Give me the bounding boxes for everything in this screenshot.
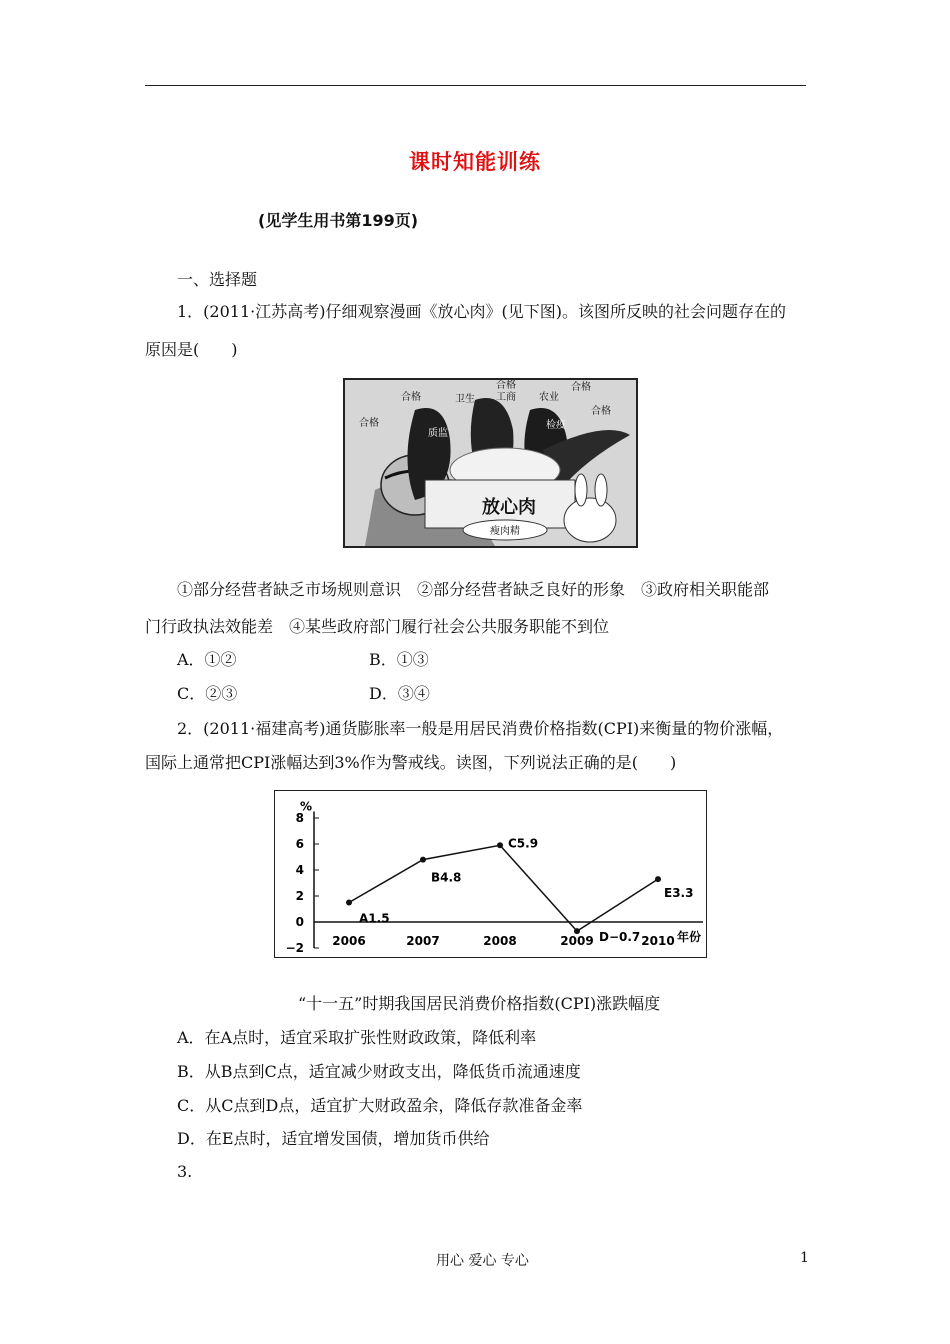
q1-statements-line2: 门行政执法效能差 ④某些政府部门履行社会公共服务职能不到位 — [145, 617, 610, 636]
cartoon-label: 合格 — [591, 406, 611, 417]
q1-stem-line2: 原因是( ) — [145, 340, 238, 359]
header-rule — [145, 85, 806, 86]
x-tick-label: 2007 — [406, 934, 440, 948]
cartoon-label: 工商 — [496, 392, 516, 403]
cartoon-label: 质监 — [428, 428, 448, 439]
cartoon-image — [343, 378, 638, 548]
y-tick-label: 6 — [295, 837, 304, 851]
y-tick-label: −2 — [285, 941, 304, 955]
cartoon-label: 合格 — [496, 380, 516, 391]
q1-stem-line1: 1．(2011·江苏高考)仔细观察漫画《放心肉》(见下图)。该图所反映的社会问题存在的 — [177, 302, 786, 321]
page-title: 课时知能训练 — [409, 150, 541, 174]
cartoon-label: 检疫 — [546, 420, 566, 431]
data-label: A1.5 — [359, 911, 390, 926]
q2-stem-line1: 2．(2011·福建高考)通货膨胀率一般是用居民消费价格指数(CPI)来衡量的物价涨幅， — [177, 719, 784, 738]
cartoon-main-label: 放心肉 — [482, 497, 536, 518]
y-tick-label: 4 — [295, 863, 304, 877]
q1-statements-line1: ①部分经营者缺乏市场规则意识 ②部分经营者缺乏良好的形象 ③政府相关职能部 — [177, 580, 770, 599]
data-label: D−0.7 — [599, 930, 641, 945]
q1-option-a: A．①② — [177, 650, 237, 669]
cartoon-plate-label: 瘦肉精 — [490, 526, 520, 537]
cartoon-label: 合格 — [571, 382, 591, 393]
q3-number: 3. — [177, 1162, 193, 1181]
data-point — [655, 876, 661, 882]
q2-option-b: B．从B点到C点，适宜减少财政支出，降低货币流通速度 — [177, 1062, 581, 1081]
x-tick-label: 2008 — [483, 934, 517, 948]
x-tick-label: 2009 — [560, 934, 594, 948]
data-label: E3.3 — [664, 886, 694, 901]
q2-option-c: C．从C点到D点，适宜扩大财政盈余，降低存款准备金率 — [177, 1096, 583, 1115]
y-tick-label: 8 — [295, 811, 304, 825]
cartoon-label: 卫生 — [455, 394, 475, 405]
cpi-chart — [274, 790, 707, 958]
x-tick-label: 2010 — [641, 934, 675, 948]
q2-option-d: D．在E点时，适宜增发国债，增加货币供给 — [177, 1129, 490, 1148]
q2-option-a: A．在A点时，适宜采取扩张性财政政策，降低利率 — [177, 1028, 537, 1047]
q1-option-b: B．①③ — [369, 650, 429, 669]
q1-option-d: D．③④ — [369, 684, 430, 703]
x-tick-label: 2006 — [332, 934, 366, 948]
y-tick-label: 0 — [295, 915, 304, 929]
cartoon-label: 合格 — [401, 392, 421, 403]
cartoon-label: 合格 — [359, 418, 379, 429]
q2-stem-line2: 国际上通常把CPI涨幅达到3%作为警戒线。读图，下列说法正确的是( ) — [145, 753, 677, 772]
cpi-series-line — [349, 845, 658, 931]
page-reference: (见学生用书第199页) — [258, 211, 419, 230]
q1-option-c: C．②③ — [177, 684, 238, 703]
cpi-chart-svg — [275, 791, 705, 956]
footer-slogan: 用心 爱心 专心 — [436, 1253, 529, 1269]
page-number: 1 — [800, 1250, 809, 1266]
cartoon-drawing — [345, 380, 636, 546]
data-label: B4.8 — [431, 870, 462, 885]
y-unit-label: % — [299, 799, 313, 814]
chart-caption: “十一五”时期我国居民消费价格指数(CPI)涨跌幅度 — [298, 994, 661, 1013]
data-point — [574, 928, 580, 934]
data-point — [497, 842, 503, 848]
data-point — [420, 857, 426, 863]
y-tick-label: 2 — [295, 889, 304, 903]
data-label: C5.9 — [508, 836, 539, 851]
x-unit-label: 年份 — [676, 930, 702, 944]
data-point — [346, 900, 352, 906]
cartoon-label: 农业 — [539, 392, 559, 403]
section-heading: 一、选择题 — [177, 270, 258, 289]
